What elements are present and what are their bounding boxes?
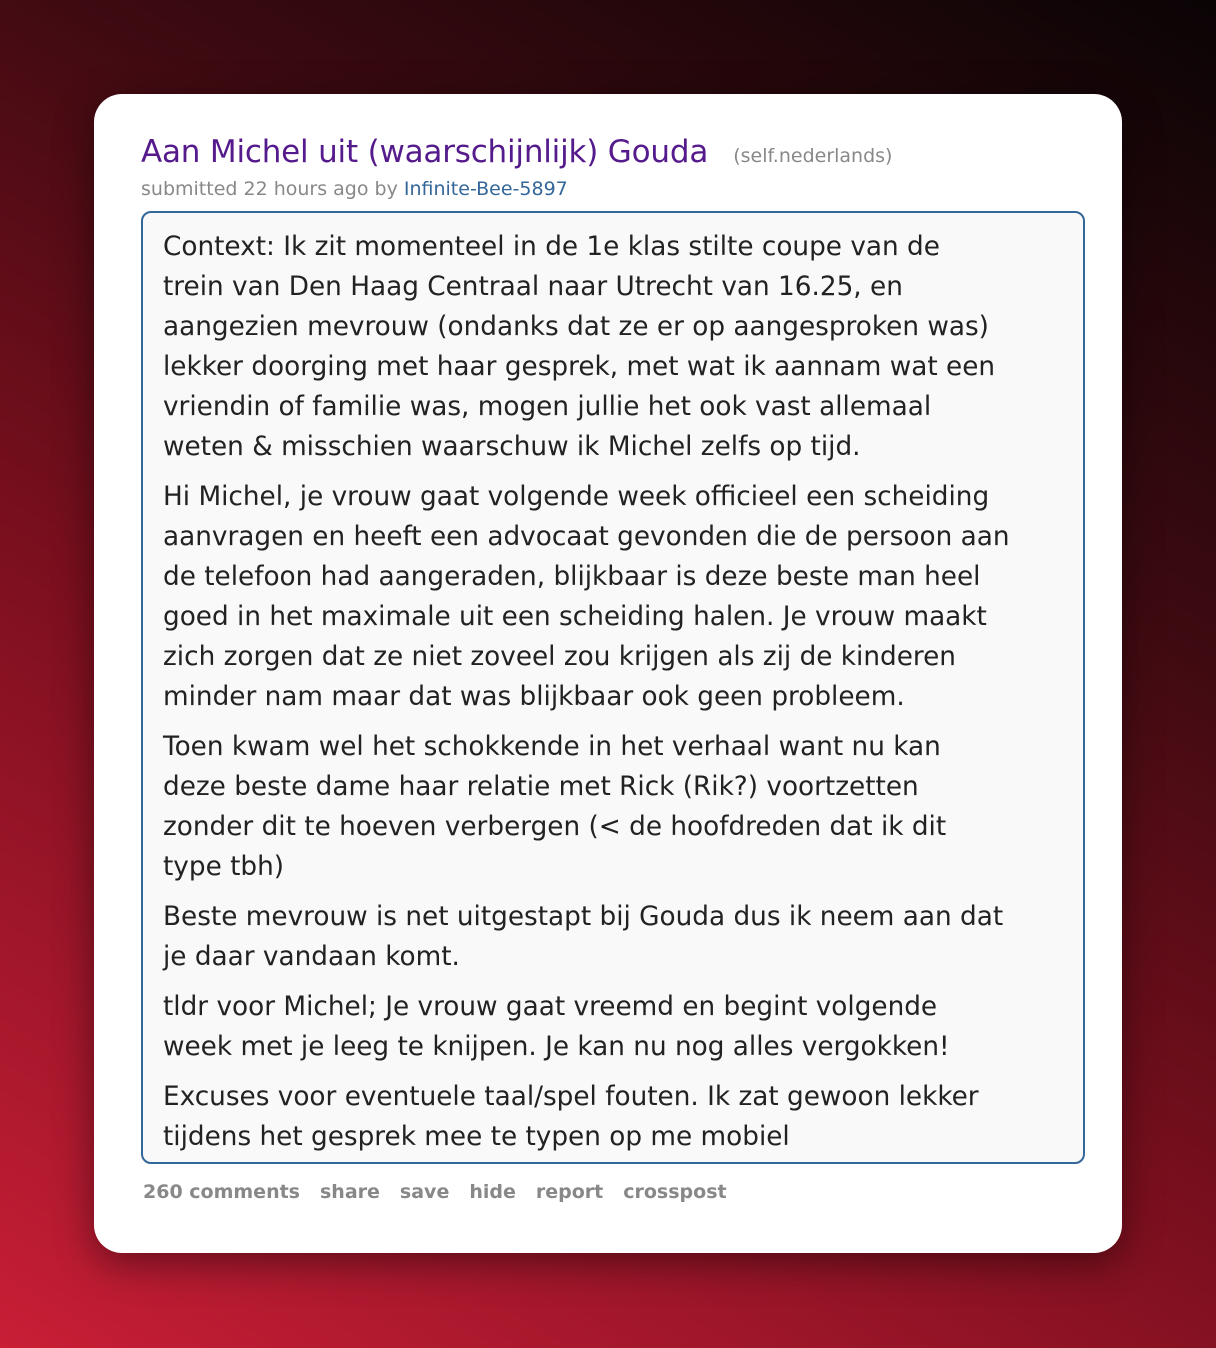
submitted-text: submitted 22 hours ago by xyxy=(141,178,398,200)
comments-button[interactable]: 260 comments xyxy=(143,1181,300,1203)
paragraph-line: weten & misschien waarschuw ik Michel zelfs op tijd. xyxy=(163,432,861,462)
body-paragraph xyxy=(163,1077,1083,1157)
paragraph-line: zonder dit te hoeven verbergen (< de hoofdreden dat ik dit xyxy=(163,812,947,842)
body-paragraph xyxy=(163,897,1083,977)
paragraph-line: trein van Den Haag Centraal naar Utrecht van 16.25, en xyxy=(163,272,903,302)
paragraph-line: goed in het maximale uit een scheiding halen. Je vrouw maakt xyxy=(163,602,987,632)
paragraph-line: deze beste dame haar relatie met Rick (Rik?) voortzetten xyxy=(163,772,919,802)
paragraph-line: Context: Ik zit momenteel in de 1e klas stilte coupe van de xyxy=(163,232,940,262)
post-tagline xyxy=(141,178,568,200)
post-body xyxy=(141,211,1085,1164)
paragraph-line: aanvragen en heeft een advocaat gevonden die de persoon aan xyxy=(163,522,1010,552)
body-paragraph xyxy=(163,477,1083,717)
paragraph-line: de telefoon had aangeraden, blijkbaar is deze beste man heel xyxy=(163,562,981,592)
paragraph-line: Toen kwam wel het schokkende in het verhaal want nu kan xyxy=(163,732,941,762)
paragraph-line: tldr voor Michel; Je vrouw gaat vreemd en begint volgende xyxy=(163,992,938,1022)
paragraph-line: aangezien mevrouw (ondanks dat ze er op aangesproken was) xyxy=(163,312,989,342)
paragraph-line: type tbh) xyxy=(163,852,285,882)
paragraph-line: Beste mevrouw is net uitgestapt bij Gouda dus ik neem aan dat xyxy=(163,902,1004,932)
paragraph-line: lekker doorging met haar gesprek, met wat ik aannam wat een xyxy=(163,352,996,382)
paragraph-line: vriendin of familie was, mogen jullie het ook vast allemaal xyxy=(163,392,932,422)
author-link[interactable]: Infinite-Bee-5897 xyxy=(403,178,568,200)
title-row xyxy=(141,134,892,170)
crosspost-button[interactable]: crosspost xyxy=(623,1181,727,1203)
paragraph-line: zich zorgen dat ze niet zoveel zou krijgen als zij de kinderen xyxy=(163,642,956,672)
share-button[interactable]: share xyxy=(320,1181,380,1203)
paragraph-line: Hi Michel, je vrouw gaat volgende week officieel een scheiding xyxy=(163,482,990,512)
body-paragraph xyxy=(163,987,1083,1067)
save-button[interactable]: save xyxy=(399,1181,450,1203)
post-card xyxy=(94,94,1122,1253)
paragraph-line: week met je leeg te knijpen. Je kan nu nog alles vergokken! xyxy=(163,1032,950,1062)
report-button[interactable]: report xyxy=(535,1181,604,1203)
post-domain[interactable]: (self.nederlands) xyxy=(733,145,893,167)
paragraph-line: je daar vandaan komt. xyxy=(163,942,460,972)
paragraph-line: minder nam maar dat was blijkbaar ook geen probleem. xyxy=(163,682,905,712)
paragraph-line: tijdens het gesprek mee te typen op me mobiel xyxy=(163,1122,790,1152)
post-action-buttons xyxy=(143,1181,747,1203)
body-paragraph xyxy=(163,227,1083,467)
paragraph-line: Excuses voor eventuele taal/spel fouten. Ik zat gewoon lekker xyxy=(163,1082,979,1112)
post-title-link[interactable]: Aan Michel uit (waarschijnlijk) Gouda xyxy=(141,134,709,170)
body-paragraph xyxy=(163,727,1083,887)
hide-button[interactable]: hide xyxy=(469,1181,516,1203)
